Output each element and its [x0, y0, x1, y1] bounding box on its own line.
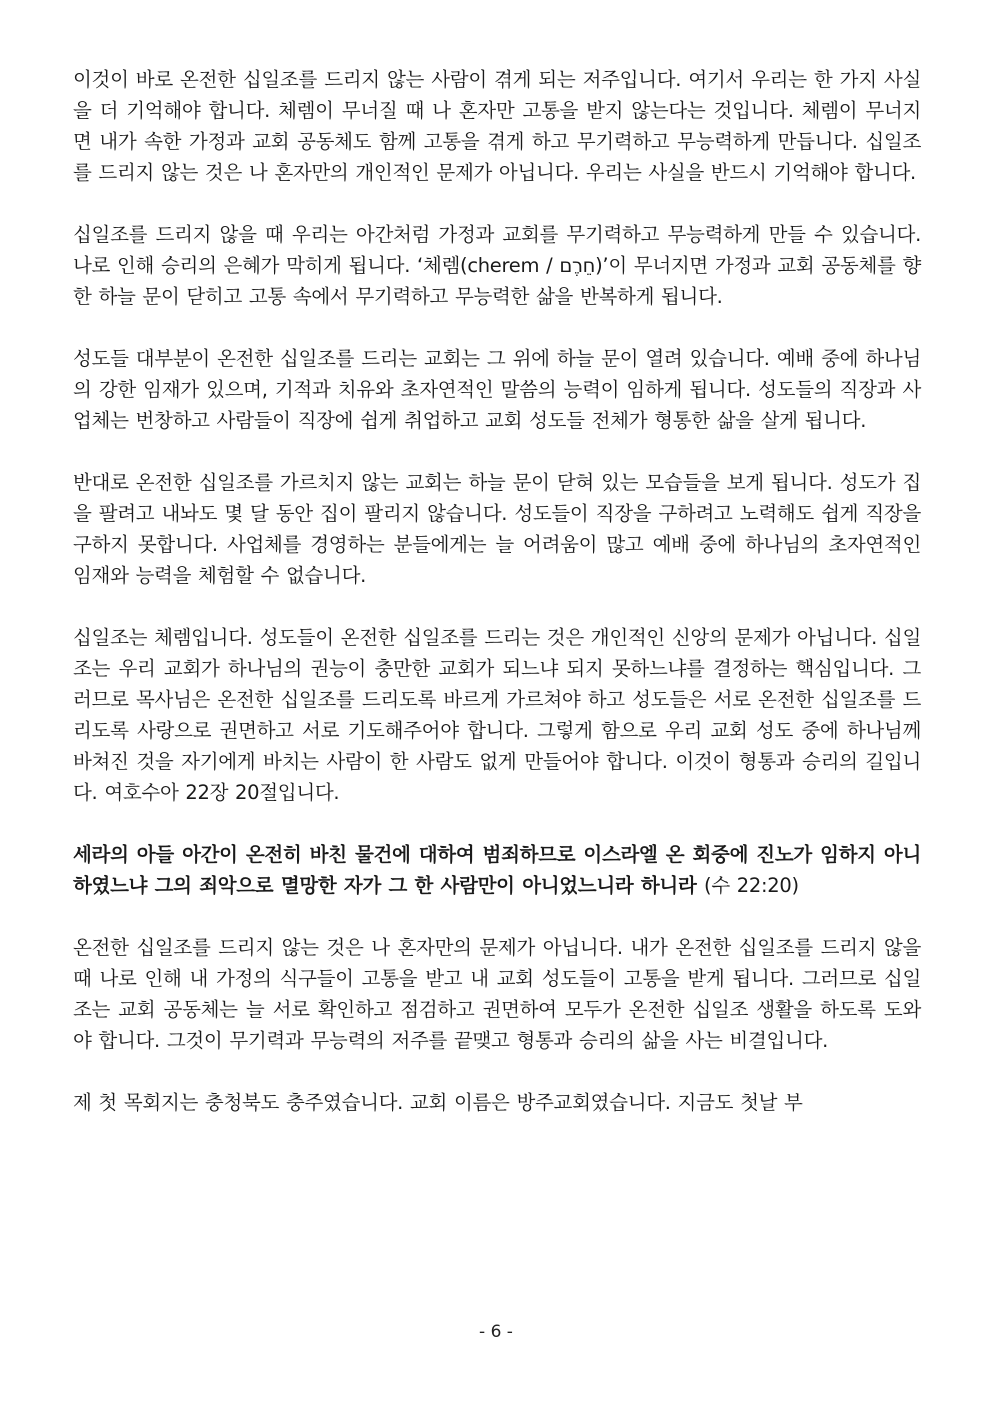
scripture-reference: (수 22:20) — [704, 874, 799, 897]
document-body — [73, 64, 921, 1149]
paragraph-6: 온전한 십일조를 드리지 않는 것은 나 혼자만의 문제가 아닙니다. 내가 온전한 십일조를 드리지 않을 때 나로 인해 내 가정의 식구들이 고통을 받고 내 교회 성도들이 고통을 받게 됩니다. 그러므로 십일조는 교회 공동체는 늘 서로 확인하고 점검하고 권면하여 모두가 온전한 십일조 생활을 하도록 도와야 합니다. 그것이 무기력과 무능력의 저주를 끝맺고 형통과 승리의 삶을 사는 비결입니다. — [73, 936, 921, 1052]
paragraph-2: 십일조를 드리지 않을 때 우리는 아간처럼 가정과 교회를 무기력하고 무능력하게 만들 수 있습니다. 나로 인해 승리의 은혜가 막히게 됩니다. ‘체렘(cherem / חֵרֶם)’이 무너지면 가정과 교회 공동체를 향한 하늘 문이 닫히고 고통 속에서 무기력하고 무능력한 삶을 반복하게 됩니다. — [73, 223, 921, 308]
scripture-quote-text: 세라의 아들 아간이 온전히 바친 물건에 대하여 범죄하므로 이스라엘 온 회중에 진노가 임하지 아니하였느냐 그의 죄악으로 멸망한 자가 그 한 사람만이 아니었느니라 하니라 — [73, 843, 921, 897]
paragraph-3: 성도들 대부분이 온전한 십일조를 드리는 교회는 그 위에 하늘 문이 열려 있습니다. 예배 중에 하나님의 강한 임재가 있으며, 기적과 치유와 초자연적인 말씀의 능력이 임하게 됩니다. 성도들의 직장과 사업체는 번창하고 사람들이 직장에 쉽게 취업하고 교회 성도들 전체가 형통한 삶을 살게 됩니다. — [73, 347, 921, 432]
scripture-quote — [73, 839, 921, 901]
page-number: - 6 - — [479, 1322, 513, 1342]
paragraph-5: 십일조는 체렘입니다. 성도들이 온전한 십일조를 드리는 것은 개인적인 신앙의 문제가 아닙니다. 십일조는 우리 교회가 하나님의 권능이 충만한 교회가 되느냐 되지 못하느냐를 결정하는 핵심입니다. 그러므로 목사님은 온전한 십일조를 드리도록 바르게 가르쳐야 하고 성도들은 서로 온전한 십일조를 드리도록 사랑으로 권면하고 서로 기도해주어야 합니다. 그렇게 함으로 우리 교회 성도 중에 하나님께 바쳐진 것을 자기에게 바치는 사람이 한 사람도 없게 만들어야 합니다. 이것이 형통과 승리의 길입니다. 여호수아 22장 20절입니다. — [73, 626, 921, 804]
paragraph-1: 이것이 바로 온전한 십일조를 드리지 않는 사람이 겪게 되는 저주입니다. 여기서 우리는 한 가지 사실을 더 기억해야 합니다. 체렘이 무너질 때 나 혼자만 고통을 받지 않는다는 것입니다. 체렘이 무너지면 내가 속한 가정과 교회 공동체도 함께 고통을 겪게 하고 무기력하고 무능력하게 만듭니다. 십일조를 드리지 않는 것은 나 혼자만의 개인적인 문제가 아닙니다. 우리는 사실을 반드시 기억해야 합니다. — [73, 68, 921, 184]
paragraph-4: 반대로 온전한 십일조를 가르치지 않는 교회는 하늘 문이 닫혀 있는 모습들을 보게 됩니다. 성도가 집을 팔려고 내놔도 몇 달 동안 집이 팔리지 않습니다. 성도들이 직장을 구하려고 노력해도 쉽게 직장을 구하지 못합니다. 사업체를 경영하는 분들에게는 늘 어려움이 많고 예배 중에 하나님의 초자연적인 임재와 능력을 체험할 수 없습니다. — [73, 471, 921, 587]
paragraph-7: 제 첫 목회지는 충청북도 충주였습니다. 교회 이름은 방주교회였습니다. 지금도 첫날 부 — [73, 1091, 803, 1114]
